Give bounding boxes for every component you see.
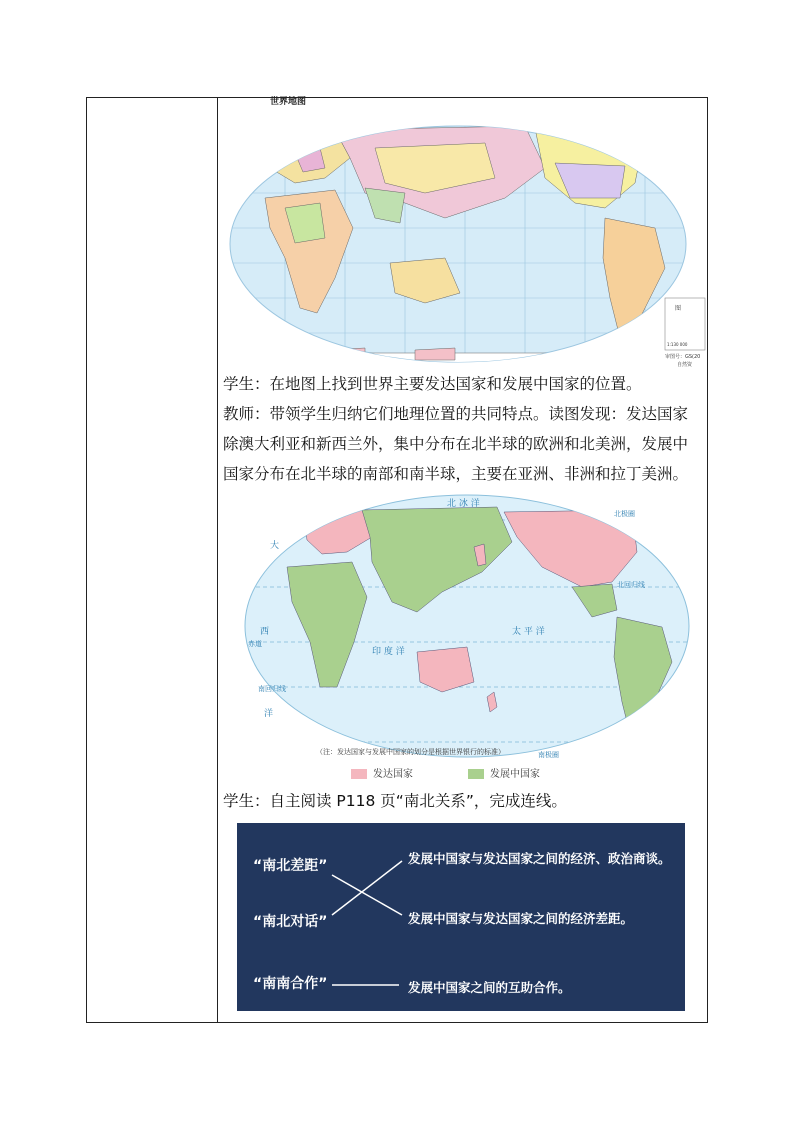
legend-developing-label: 发展中国家 — [490, 769, 540, 780]
map1-footer-2: 自然资 — [677, 362, 693, 368]
label-arctic: 北 冰 洋 — [447, 499, 480, 509]
map1-legend-title: 图 — [675, 305, 682, 312]
legend-developed — [351, 765, 413, 779]
student-task-2: 学生：自主阅读 P118 页“南北关系”，完成连线。 — [223, 792, 567, 810]
term-south-south-cooperation: “南南合作” — [253, 976, 328, 992]
label-atlantic-2: 西 — [260, 627, 270, 637]
column-divider — [217, 98, 218, 1022]
label-indian: 印 度 洋 — [372, 647, 405, 657]
legend-developed-label: 发达国家 — [373, 769, 413, 780]
teacher-line-2: 除澳大利亚和新西兰外，集中分布在北半球的欧洲和北美洲，发展中 — [223, 435, 689, 453]
development-map — [242, 492, 692, 760]
label-tropic-north: 北回归线 — [617, 581, 645, 589]
map2-note: （注：发达国家与发展中国家的划分是根据世界银行的标准） — [316, 748, 505, 756]
teacher-line-1: 教师：带领学生归纳它们地理位置的共同特点。读图发现：发达国家 — [223, 405, 689, 423]
label-antarctic-circle: 南极圈 — [538, 751, 559, 759]
desc-negotiation: 发展中国家与发达国家之间的经济、政治商谈。 — [408, 851, 671, 866]
label-tropic-south: 南回归线 — [258, 685, 286, 693]
desc-mutual-cooperation: 发展中国家之间的互助合作。 — [408, 980, 571, 995]
matching-panel — [237, 823, 685, 1011]
map1-title: 世界地图 — [270, 97, 307, 107]
student-task-1: 学生：在地图上找到世界主要发达国家和发展中国家的位置。 — [223, 375, 642, 393]
legend-swatch-developed — [351, 769, 367, 779]
map1-scale: 1:130 000 — [667, 342, 688, 347]
world-political-map — [225, 98, 709, 370]
term-north-south-gap: “南北差距” — [253, 858, 328, 874]
desc-economic-gap: 发展中国家与发达国家之间的经济差距。 — [408, 911, 634, 926]
label-arctic-circle: 北极圈 — [614, 510, 635, 518]
label-atlantic-1: 大 — [270, 541, 280, 551]
legend-developing — [468, 765, 540, 779]
legend-swatch-developing — [468, 769, 484, 779]
label-atlantic-3: 洋 — [264, 709, 274, 719]
map1-footer-1: 审图号：GS(20 — [665, 354, 701, 360]
label-pacific: 太 平 洋 — [512, 627, 545, 637]
teacher-line-3: 国家分布在北半球的南部和南半球，主要在亚洲、非洲和拉丁美洲。 — [223, 465, 689, 483]
label-equator: 赤道 — [248, 640, 262, 648]
term-north-south-dialogue: “南北对话” — [253, 914, 328, 930]
